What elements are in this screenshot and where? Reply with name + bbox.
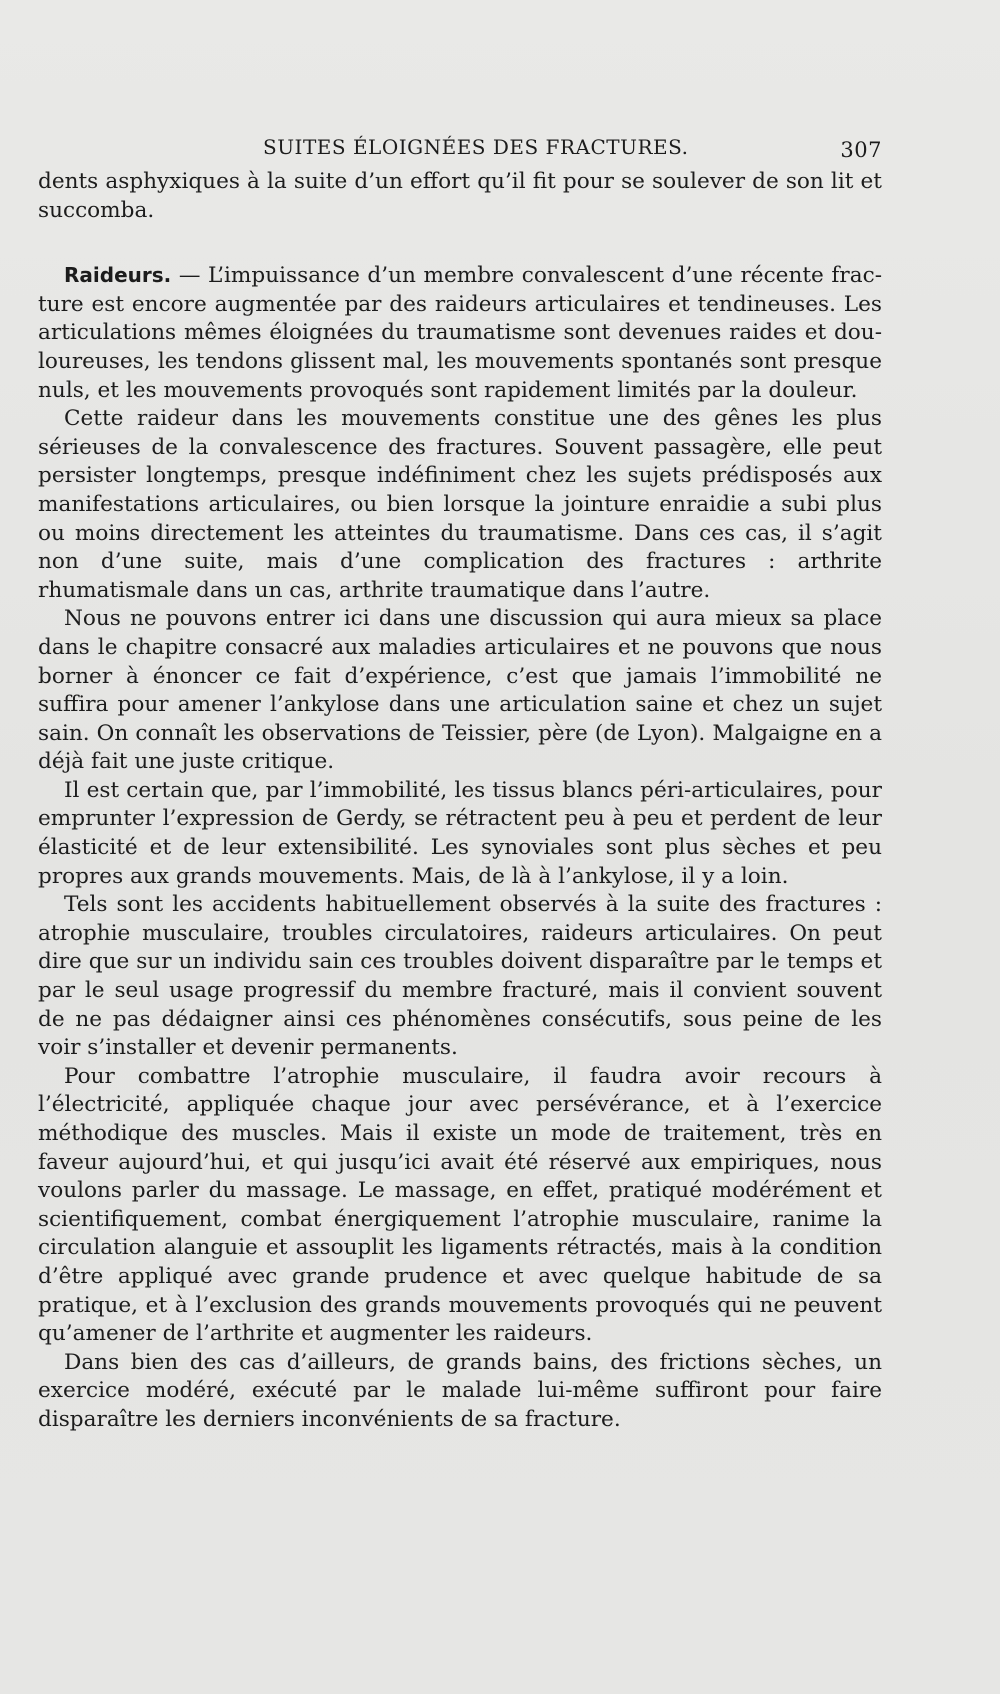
page-number: 307 xyxy=(840,138,882,162)
paragraph: Tels sont les accidents habituellement observés à la suite des fractures : atrophie musculaire, troubles circulatoires, raideurs articulaires. On peut dire que sur un individu sain ces troubles doivent disparaître par le temps et par le seul usage progressif du membre fracturé, mais il convient souvent de ne pas dédaigner ainsi ces phénomènes consécutifs, sous peine de les voir s’installer et devenir permanents. xyxy=(38,892,882,1061)
paragraph: Nous ne pouvons entrer ici dans une discussion qui aura mieux sa place dans le chapitre consacré aux maladies articulaires et ne pouvons que nous borner à énoncer ce fait d’expérience, c’est que jamais l’immobilité ne suffira pour amener l’ankylose dans une articulation saine et chez un sujet sain. On connaît les observations de Teissier, père (de Lyon). Malgaigne en a déjà fait une juste critique. xyxy=(38,606,882,775)
continuation-paragraph: dents asphyxiques à la suite d’un effort qu’il fit pour se soulever de son lit et succomba. xyxy=(38,169,882,223)
paragraph: Dans bien des cas d’ailleurs, de grands bains, des frictions sèches, un exercice modéré, exécuté par le malade lui-même suffiront pour faire disparaître les derniers inconvénients de sa fracture. xyxy=(38,1349,882,1432)
body-text xyxy=(38,168,882,1435)
paragraph: Cette raideur dans les mouvements constitue une des gênes les plus sérieuses de la convalescence des fractures. Souvent passagère, elle peut persister longtemps, presque indéfiniment chez les sujets prédisposés aux manifestations articulaires, ou bien lorsque la jointure enraidie a subi plus ou moins directement les atteintes du traumatisme. Dans ces cas, il s’agit non d’une suite, mais d’une complication des fractures : arthrite rhumatismale dans un cas, arthrite traumatique dans l’autre. xyxy=(38,406,882,603)
section-heading: Raideurs. xyxy=(64,263,172,288)
paragraph: Il est certain que, par l’immobilité, les tissus blancs péri-articulaires, pour emprunter l’expression de Gerdy, se rétractent peu à peu et perdent de leur élasticité et de leur extensibilité. Les synoviales sont plus sèches et peu propres aux grands mouvements. Mais, de là à l’ankylose, il y a loin. xyxy=(38,777,882,889)
section-paragraph xyxy=(38,261,882,405)
running-title: SUITES ÉLOIGNÉES DES FRACTURES. xyxy=(263,135,689,159)
section-first-text: — L’impuissance d’un membre convalescent d’une récente fracture est encore augmentée par des raideurs articulaires et tendineuses. Les articulations mêmes éloignées du traumatisme sont devenues raides et douloureuses, les tendons glissent mal, les mouvements spontanés sont presque nuls, et les mouvements provoqués sont rapidement limités par la douleur. xyxy=(38,263,882,403)
paragraph: Pour combattre l’atrophie musculaire, il faudra avoir recours à l’électricité, appliquée chaque jour avec persévérance, et à l’exercice méthodique des muscles. Mais il existe un mode de traitement, très en faveur aujourd’hui, et qui jusqu’ici avait été réservé aux empiriques, nous voulons parler du massage. Le massage, en effet, pratiqué modérément et scientifiquement, combat énergiquement l’atrophie musculaire, ranime la circulation alanguie et assouplit les ligaments rétractés, mais à la condition d’être appliqué avec grande prudence et avec quelque habitude de sa pratique, et à l’exclusion des grands mouvements provoqués qui ne peuvent qu’amener de l’arthrite et augmenter les raideurs. xyxy=(38,1063,882,1347)
page-header xyxy=(38,135,882,165)
